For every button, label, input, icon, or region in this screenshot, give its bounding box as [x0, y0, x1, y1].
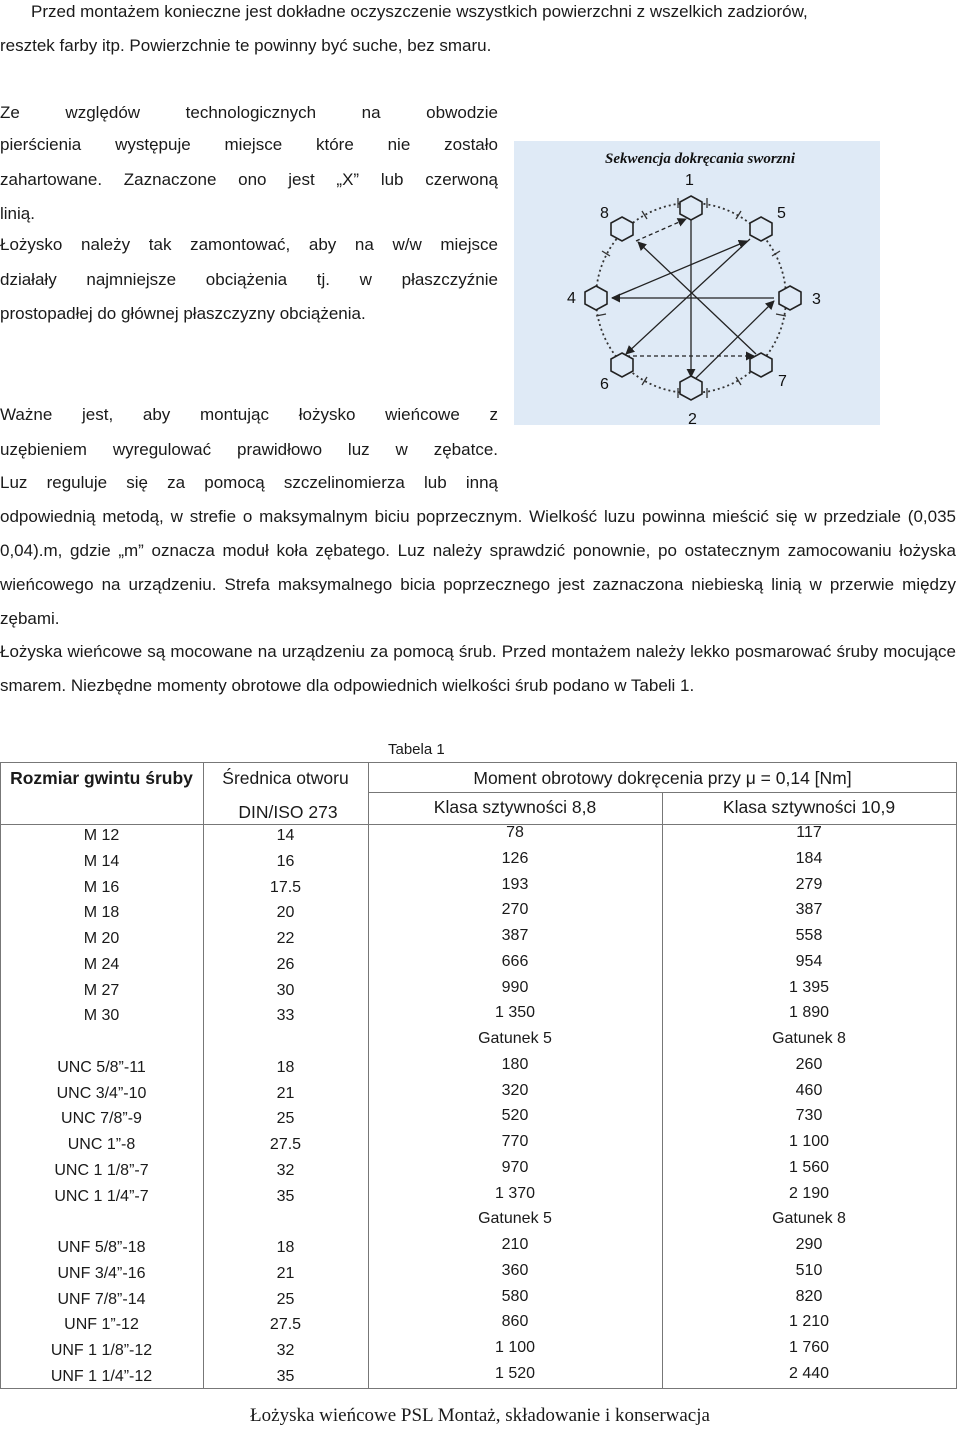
- table-cell: 32: [276, 1342, 295, 1359]
- table-cell: UNF 7/8”-14: [57, 1290, 146, 1308]
- backlash-rest: odpowiednią metodą, w strefie o maksymalnym biciu poprzecznym. Wielkość luzu powinna mieścić się w przedziale (0,035 0,04).m, gdzie „m” oznacza moduł koła zębatego. Luz należy sprawdzić ponownie, po ostatecznym zamocowaniu łożyska wieńcowego na urządzeniu. Strefa maksymalnego bicia poprzecznego jest zaznaczona niebieską linią w przerwie między zębami.: [0, 507, 956, 628]
- table-cell: 1 520: [494, 1364, 536, 1382]
- table-cell: 26: [276, 955, 295, 973]
- table-cell: 860: [501, 1313, 529, 1331]
- table-cell: Gatunek 5: [478, 1210, 552, 1228]
- table-cell: 1 760: [788, 1339, 830, 1356]
- header-hole-std: DIN/ISO 273: [238, 802, 338, 822]
- diagram-title: Sekwencja dokręcania sworzni: [604, 151, 796, 167]
- ring-line: linią.: [0, 204, 35, 223]
- label-8: 8: [600, 205, 609, 222]
- header-class-8-8: Klasa sztywności 8,8: [433, 797, 597, 817]
- backlash-line: Luz reguluje się za pomocą szczelinomierza lub inną: [0, 473, 498, 492]
- intro-line-1: Przed montażem konieczne jest dokładne oczyszczenie wszystkich powierzchni z wszelkich zadziorów,: [31, 2, 808, 21]
- table-cell: 558: [795, 927, 823, 944]
- table-cell: 360: [501, 1261, 529, 1279]
- table-cell: 260: [795, 1055, 823, 1073]
- table-cell: 1 395: [788, 978, 830, 996]
- bolt-2: [680, 376, 702, 400]
- table-cell: 14: [276, 827, 295, 844]
- table-cell: 184: [795, 849, 823, 867]
- table-cell: 16: [276, 852, 295, 870]
- table-cell: 730: [795, 1107, 823, 1125]
- intro-line-2: resztek farby itp. Powierzchnie te powinny być suche, bez smaru.: [0, 36, 492, 55]
- table-cell: UNC 1 1/4”-7: [54, 1187, 149, 1205]
- table-cell: 21: [276, 1264, 295, 1282]
- header-class-10-9: Klasa sztywności 10,9: [722, 797, 896, 817]
- table-cell: 18: [276, 1239, 295, 1256]
- table-cell: 25: [276, 1110, 295, 1128]
- table-cell: 387: [501, 927, 529, 944]
- table-cell: Gatunek 5: [478, 1030, 552, 1047]
- table-cell: 1 560: [788, 1158, 830, 1176]
- ring-line: zahartowane. Zaznaczone ono jest „X” lub czerwoną: [0, 170, 498, 189]
- table-cell: Gatunek 8: [772, 1210, 846, 1228]
- table-cell: UNF 1 1/8”-12: [50, 1342, 153, 1359]
- table-cell: UNC 7/8”-9: [61, 1110, 142, 1128]
- table-cell: M 20: [83, 930, 120, 947]
- table-cell: 510: [795, 1261, 823, 1279]
- table-cell: M 24: [83, 955, 120, 973]
- table-cell: 954: [795, 952, 823, 970]
- table-cell: M 14: [83, 852, 120, 870]
- label-7: 7: [778, 373, 787, 390]
- table-cell: UNF 5/8”-18: [57, 1239, 146, 1256]
- table-cell: UNC 1 1/8”-7: [54, 1161, 149, 1179]
- table-cell: 2 440: [788, 1364, 830, 1382]
- ring-line: pierścienia występuje miejsce które nie zostało: [0, 135, 498, 154]
- table-cell: 180: [501, 1055, 529, 1073]
- table-cell: 279: [795, 875, 823, 893]
- table-cell: 30: [276, 981, 295, 999]
- table-cell: M 30: [83, 1007, 120, 1025]
- label-5: 5: [777, 205, 786, 222]
- table-cell: UNF 1 1/4”-12: [50, 1367, 153, 1385]
- table-cell: 27.5: [269, 1316, 302, 1334]
- table-cell: 210: [501, 1236, 529, 1253]
- bolt-sequence-diagram: [514, 141, 880, 425]
- table-cell: 27.5: [269, 1136, 302, 1153]
- table-cell: 1 890: [788, 1004, 830, 1022]
- table-cell: 17.5: [269, 878, 302, 896]
- table-cell: 193: [501, 875, 529, 893]
- table-cell: 25: [276, 1290, 295, 1308]
- table-cell: 18: [276, 1058, 295, 1076]
- bolt-3: [779, 286, 801, 310]
- table-cell: 387: [795, 901, 823, 919]
- table-cell: 78: [506, 824, 524, 841]
- table-cell: UNF 1”-12: [64, 1316, 139, 1334]
- table-cell: 35: [276, 1367, 295, 1385]
- bolt-8: [611, 217, 633, 241]
- table-cell: 460: [795, 1081, 823, 1099]
- label-3: 3: [812, 291, 821, 308]
- table-cell: 117: [796, 824, 822, 841]
- header-hole-diameter: Średnica otworu: [222, 768, 349, 788]
- backlash-line: uzębieniem wyregulować prawidłowo luz w zębatce.: [0, 440, 498, 459]
- table-cell: 35: [276, 1187, 295, 1205]
- table-cell: 1 350: [494, 1004, 536, 1022]
- table-cell: 32: [276, 1161, 295, 1179]
- bolt-5: [750, 217, 772, 241]
- table-cell: 320: [501, 1081, 529, 1099]
- table-cell: M 27: [83, 981, 120, 999]
- table-cell: 290: [795, 1236, 823, 1253]
- ring-line: Ze względów technologicznych na obwodzie: [0, 103, 498, 122]
- table-cell: 1 100: [494, 1339, 536, 1356]
- ring-line: działały najmniejsze obciążenia tj. w płaszczyźnie: [0, 270, 498, 289]
- header-torque: Moment obrotowy dokręcenia przy μ = 0,14 [Nm]: [473, 768, 852, 788]
- table-cell: 970: [501, 1158, 529, 1176]
- table-caption: Tabela 1: [388, 741, 445, 758]
- table-cell: UNC 1”-8: [67, 1136, 136, 1153]
- bolt-7: [750, 353, 772, 377]
- table-cell: 22: [276, 930, 295, 947]
- table-cell: 820: [795, 1287, 823, 1305]
- torque-table: [0, 762, 957, 1389]
- label-2: 2: [688, 411, 697, 425]
- label-4: 4: [567, 290, 576, 307]
- table-cell: 20: [276, 904, 295, 922]
- table-cell: M 12: [83, 827, 120, 844]
- table-cell: UNC 5/8”-11: [57, 1058, 146, 1076]
- table-cell: 270: [501, 901, 529, 919]
- backlash-line: Ważne jest, aby montując łożysko wieńcowe z: [0, 405, 498, 424]
- table-cell: 2 190: [788, 1184, 830, 1202]
- table-cell: 770: [501, 1133, 529, 1150]
- table-cell: 666: [501, 952, 529, 970]
- table-cell: M 16: [83, 878, 120, 896]
- table-cell: M 18: [83, 904, 120, 922]
- table-cell: Gatunek 8: [772, 1030, 846, 1047]
- table-cell: 520: [501, 1107, 529, 1125]
- table-cell: 21: [276, 1084, 295, 1102]
- ring-line: prostopadłej do głównej płaszczyzny obciążenia.: [0, 304, 366, 323]
- bolt-6: [611, 353, 633, 377]
- table-cell: UNC 3/4”-10: [56, 1084, 147, 1102]
- label-6: 6: [600, 376, 609, 393]
- page-footer: Łożyska wieńcowe PSL Montaż, składowanie i konserwacja: [250, 1405, 710, 1426]
- header-thread-size: Rozmiar gwintu śruby: [10, 768, 193, 788]
- table-cell: 1 100: [788, 1133, 830, 1150]
- bolts-paragraph: Łożyska wieńcowe są mocowane na urządzeniu za pomocą śrub. Przed montażem należy lekko posmarować śruby mocujące smarem. Niezbędne momenty obrotowe dla odpowiednich wielkości śrub podano w Tabeli 1.: [0, 642, 956, 695]
- table-cell: 1 370: [494, 1184, 536, 1202]
- bolt-4: [585, 286, 607, 310]
- table-cell: 126: [501, 849, 529, 867]
- bolt-1: [680, 196, 702, 220]
- label-1: 1: [685, 172, 694, 189]
- table-cell: UNF 3/4”-16: [57, 1264, 146, 1282]
- table-cell: 990: [501, 978, 529, 996]
- table-cell: 580: [501, 1287, 529, 1305]
- table-cell: 1 210: [788, 1313, 830, 1331]
- ring-line: Łożysko należy tak zamontować, aby na w/w miejsce: [0, 235, 498, 254]
- table-cell: 33: [276, 1007, 295, 1025]
